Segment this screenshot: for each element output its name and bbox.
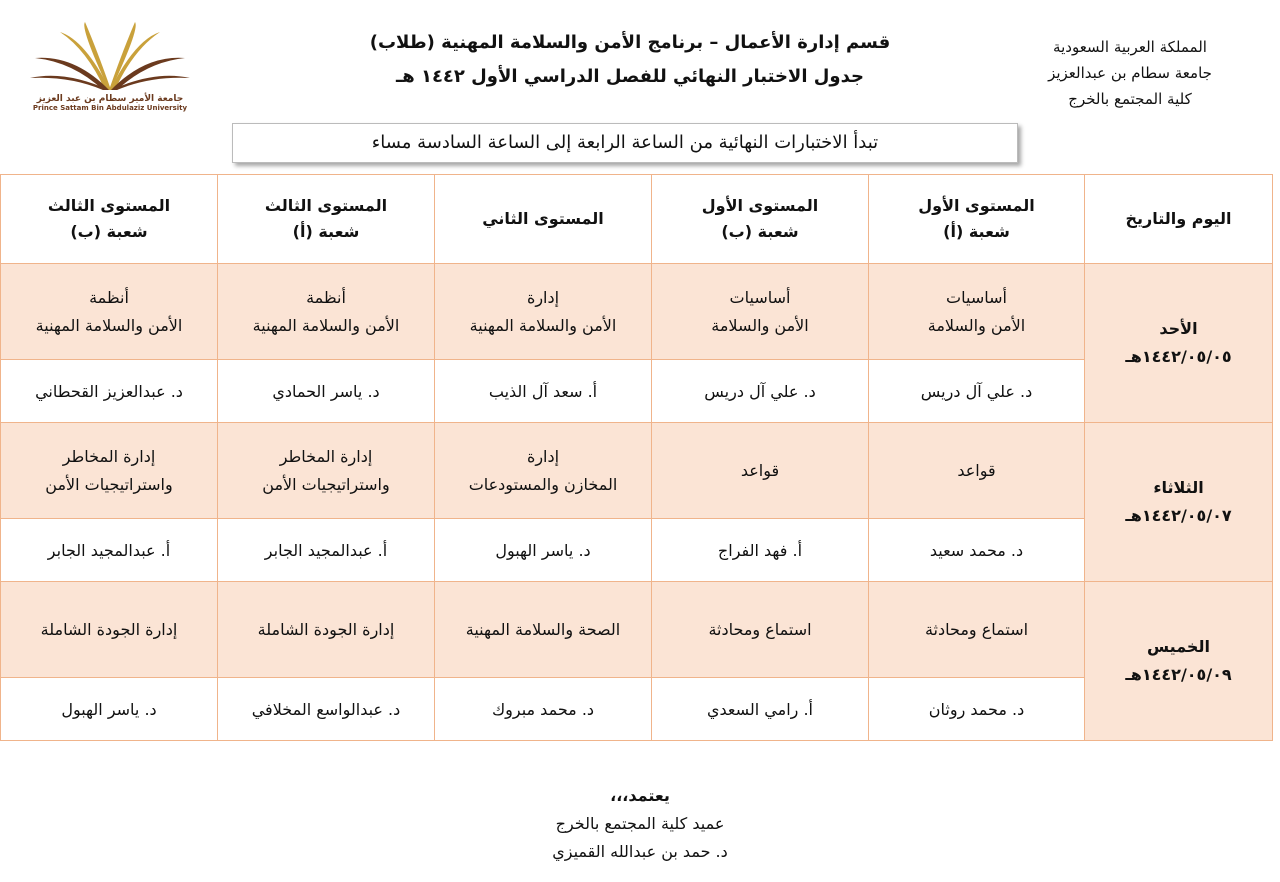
subject-cell: استماع ومحادثة: [652, 582, 869, 678]
subject-cell: أنظمة الأمن والسلامة المهنية: [1, 264, 218, 360]
subject-cell: قواعد: [869, 423, 1085, 519]
instructor-cell: أ. عبدالمجيد الجابر: [218, 519, 435, 582]
exam-schedule-table: [0, 174, 1273, 741]
subject-cell: إدارة المخاطر واستراتيجيات الأمن: [1, 423, 218, 519]
instructor-cell: أ. عبدالمجيد الجابر: [1, 519, 218, 582]
header-level3-b: المستوى الثالث شعبة (ب): [1, 175, 218, 264]
day-cell: الخميس ١٤٤٢/٠٥/٠٩هـ: [1085, 582, 1273, 741]
header-level1-b: المستوى الأول شعبة (ب): [652, 175, 869, 264]
instructor-cell: د. عبدالعزيز القحطاني: [1, 360, 218, 423]
exam-time-notice: تبدأ الاختبارات النهائية من الساعة الرابعة إلى الساعة السادسة مساء: [232, 123, 1018, 163]
table-row: [1, 678, 1273, 741]
day-cell: الثلاثاء ١٤٤٢/٠٥/٠٧هـ: [1085, 423, 1273, 582]
subject-cell: أساسيات الأمن والسلامة: [652, 264, 869, 360]
university-logo: [20, 20, 200, 130]
subject-cell: إدارة الأمن والسلامة المهنية: [435, 264, 652, 360]
instructor-cell: د. ياسر الهبول: [435, 519, 652, 582]
table-header-row: [1, 175, 1273, 264]
subject-cell: أساسيات الأمن والسلامة: [869, 264, 1085, 360]
title-line-2: جدول الاختبار النهائي للفصل الدراسي الأول ١٤٤٢ هـ: [396, 66, 864, 87]
logo-arabic-text: جامعة الأمير سطام بن عبد العزيز: [36, 94, 184, 104]
subject-cell: استماع ومحادثة: [869, 582, 1085, 678]
approval-label: يعتمد،،،: [610, 786, 670, 805]
subject-cell: إدارة المخازن والمستودعات: [435, 423, 652, 519]
header-level1-a: المستوى الأول شعبة (أ): [869, 175, 1085, 264]
table-row: [1, 423, 1273, 519]
header-level3-a: المستوى الثالث شعبة (أ): [218, 175, 435, 264]
kingdom-line: المملكة العربية السعودية: [1053, 38, 1207, 56]
college-line: كلية المجتمع بالخرج: [1068, 90, 1192, 108]
book-logo-icon: [25, 20, 195, 92]
subject-cell: إدارة الجودة الشاملة: [1, 582, 218, 678]
header-right-block: [1010, 34, 1250, 112]
logo-english-text: Prince Sattam Bin Abdulaziz University: [32, 104, 188, 112]
subject-cell: قواعد: [652, 423, 869, 519]
instructor-cell: أ. سعد آل الذيب: [435, 360, 652, 423]
dean-name: د. حمد بن عبدالله القميزي: [552, 842, 728, 861]
table-row: [1, 360, 1273, 423]
instructor-cell: أ. فهد الفراج: [652, 519, 869, 582]
instructor-cell: د. ياسر الحمادي: [218, 360, 435, 423]
title-line-1: قسم إدارة الأعمال – برنامج الأمن والسلامة المهنية (طلاب): [369, 32, 891, 53]
header-level2: المستوى الثاني: [435, 175, 652, 264]
page-title: [340, 26, 920, 94]
table-row: [1, 519, 1273, 582]
dean-title: عميد كلية المجتمع بالخرج: [555, 814, 725, 833]
subject-cell: أنظمة الأمن والسلامة المهنية: [218, 264, 435, 360]
header-day-date: اليوم والتاريخ: [1085, 175, 1273, 264]
subject-cell: إدارة المخاطر واستراتيجيات الأمن: [218, 423, 435, 519]
instructor-cell: أ. رامي السعدي: [652, 678, 869, 741]
university-line: جامعة سطام بن عبدالعزيز: [1048, 64, 1212, 82]
approval-block: [440, 782, 840, 866]
instructor-cell: د. ياسر الهبول: [1, 678, 218, 741]
instructor-cell: د. محمد سعيد: [869, 519, 1085, 582]
day-cell: الأحد ١٤٤٢/٠٥/٠٥هـ: [1085, 264, 1273, 423]
instructor-cell: د. عبدالواسع المخلافي: [218, 678, 435, 741]
table-row: [1, 582, 1273, 678]
instructor-cell: د. محمد مبروك: [435, 678, 652, 741]
instructor-cell: د. علي آل دريس: [652, 360, 869, 423]
table-row: [1, 264, 1273, 360]
subject-cell: إدارة الجودة الشاملة: [218, 582, 435, 678]
subject-cell: الصحة والسلامة المهنية: [435, 582, 652, 678]
instructor-cell: د. محمد روثان: [869, 678, 1085, 741]
instructor-cell: د. علي آل دريس: [869, 360, 1085, 423]
